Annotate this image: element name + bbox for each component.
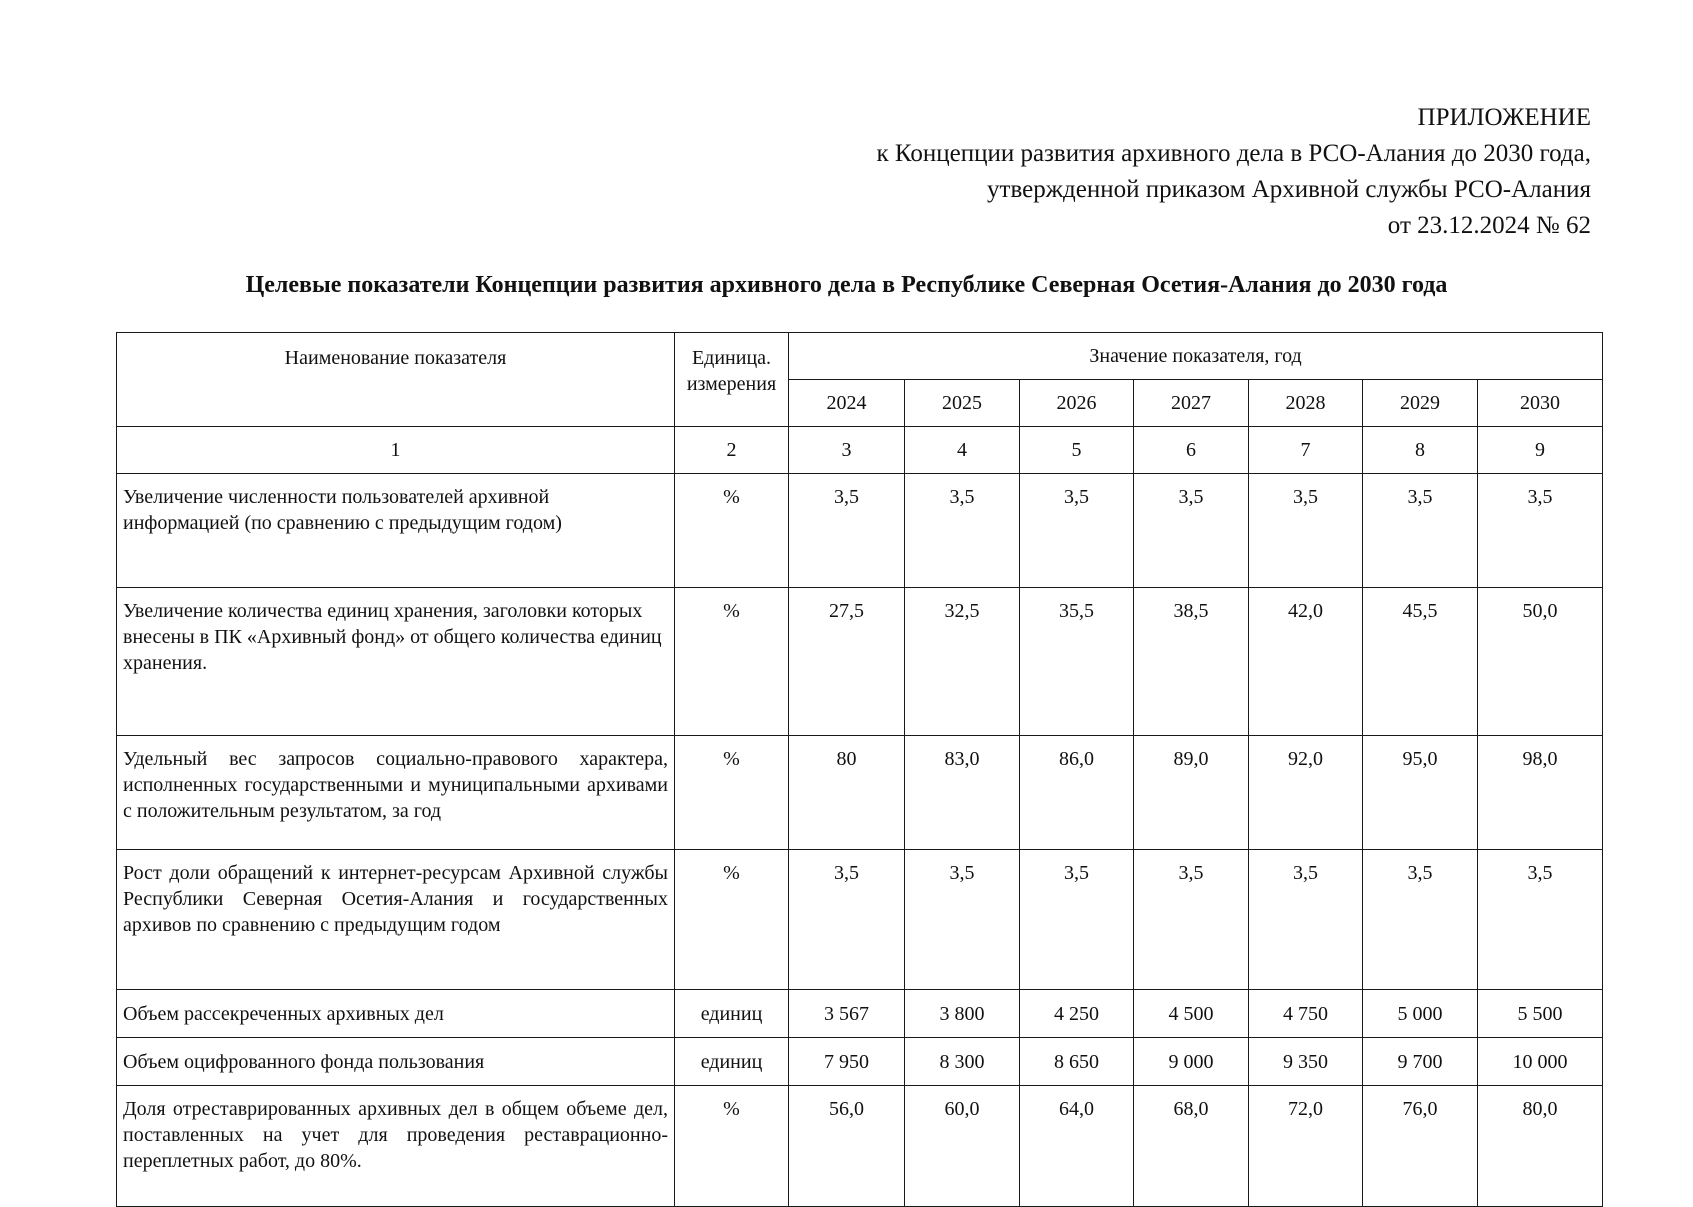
header-year: 2028 [1249, 380, 1363, 427]
column-number: 7 [1249, 427, 1363, 474]
indicator-value: 89,0 [1134, 736, 1249, 850]
column-number-row [117, 427, 1603, 474]
indicator-value: 3,5 [1478, 474, 1603, 588]
indicator-value: 3,5 [1478, 850, 1603, 990]
indicator-value: 9 000 [1134, 1038, 1249, 1086]
indicator-name: Увеличение количества единиц хранения, заголовки которых внесены в ПК «Архивный фонд» от общего количества единиц хранения. [117, 588, 675, 736]
header-year: 2024 [789, 380, 905, 427]
indicator-name: Объем рассекреченных архивных дел [117, 990, 675, 1038]
indicator-value: 4 500 [1134, 990, 1249, 1038]
indicator-name: Объем оцифрованного фонда пользования [117, 1038, 675, 1086]
indicator-value: 42,0 [1249, 588, 1363, 736]
indicator-unit: % [675, 1086, 789, 1207]
table-row [117, 474, 1603, 588]
indicator-value: 3 567 [789, 990, 905, 1038]
indicator-value: 92,0 [1249, 736, 1363, 850]
indicator-value: 3,5 [1363, 474, 1478, 588]
indicator-value: 83,0 [905, 736, 1020, 850]
indicator-value: 72,0 [1249, 1086, 1363, 1207]
table-row [117, 736, 1603, 850]
header-year: 2027 [1134, 380, 1249, 427]
indicator-unit: единиц [675, 990, 789, 1038]
table-row [117, 850, 1603, 990]
indicator-value: 3,5 [1134, 474, 1249, 588]
indicator-value: 3,5 [1020, 474, 1134, 588]
indicator-value: 8 650 [1020, 1038, 1134, 1086]
column-number: 6 [1134, 427, 1249, 474]
appendix-block [877, 100, 1591, 244]
header-year: 2025 [905, 380, 1020, 427]
indicator-value: 5 000 [1363, 990, 1478, 1038]
indicator-value: 3,5 [789, 850, 905, 990]
header-indicator-name: Наименование показателя [117, 333, 675, 427]
indicator-value: 60,0 [905, 1086, 1020, 1207]
indicator-value: 98,0 [1478, 736, 1603, 850]
indicators-table [116, 332, 1603, 1207]
column-number: 8 [1363, 427, 1478, 474]
indicator-unit: % [675, 850, 789, 990]
indicator-value: 56,0 [789, 1086, 905, 1207]
indicator-name: Рост доли обращений к интернет-ресурсам Архивной службы Республики Северная Осетия-Алания и государственных архивов по сравнению с предыдущим годом [117, 850, 675, 990]
column-number: 2 [675, 427, 789, 474]
indicator-value: 3,5 [905, 850, 1020, 990]
indicator-value: 3,5 [789, 474, 905, 588]
column-number: 5 [1020, 427, 1134, 474]
header-values: Значение показателя, год [789, 333, 1603, 380]
indicator-value: 3,5 [905, 474, 1020, 588]
indicator-value: 80,0 [1478, 1086, 1603, 1207]
indicator-unit: % [675, 736, 789, 850]
indicator-unit: % [675, 474, 789, 588]
indicator-value: 95,0 [1363, 736, 1478, 850]
appendix-heading: ПРИЛОЖЕНИЕ [1417, 104, 1591, 131]
indicator-value: 3,5 [1249, 850, 1363, 990]
column-number: 4 [905, 427, 1020, 474]
indicator-value: 3,5 [1134, 850, 1249, 990]
column-number: 3 [789, 427, 905, 474]
header-year: 2030 [1478, 380, 1603, 427]
table-row [117, 990, 1603, 1038]
indicator-name: Доля отреставрированных архивных дел в общем объеме дел, поставленных на учет для проведения реставрационно-переплетных работ, до 80%. [117, 1086, 675, 1207]
indicator-value: 9 350 [1249, 1038, 1363, 1086]
table-row [117, 1086, 1603, 1207]
indicator-value: 4 250 [1020, 990, 1134, 1038]
indicator-value: 3,5 [1363, 850, 1478, 990]
indicator-value: 3,5 [1249, 474, 1363, 588]
indicator-value: 32,5 [905, 588, 1020, 736]
indicator-unit: единиц [675, 1038, 789, 1086]
appendix-reference: к Концепции развития архивного дела в РСО-Алания до 2030 года, [876, 140, 1591, 167]
indicator-unit: % [675, 588, 789, 736]
table-row [117, 588, 1603, 736]
indicator-value: 68,0 [1134, 1086, 1249, 1207]
indicator-value: 10 000 [1478, 1038, 1603, 1086]
indicator-value: 64,0 [1020, 1086, 1134, 1207]
header-unit: Единица. измерения [675, 333, 789, 427]
header-year: 2029 [1363, 380, 1478, 427]
indicator-value: 86,0 [1020, 736, 1134, 850]
indicator-value: 35,5 [1020, 588, 1134, 736]
header-year: 2026 [1020, 380, 1134, 427]
indicator-value: 76,0 [1363, 1086, 1478, 1207]
table-row [117, 1038, 1603, 1086]
indicator-value: 27,5 [789, 588, 905, 736]
appendix-date: от 23.12.2024 № 62 [1387, 212, 1591, 239]
indicator-value: 3 800 [905, 990, 1020, 1038]
indicator-name: Увеличение численности пользователей архивной информацией (по сравнению с предыдущим годом) [117, 474, 675, 588]
appendix-approval: утвержденной приказом Архивной службы РСО-Алания [987, 176, 1591, 203]
indicator-value: 5 500 [1478, 990, 1603, 1038]
indicator-value: 45,5 [1363, 588, 1478, 736]
indicator-value: 3,5 [1020, 850, 1134, 990]
indicator-value: 9 700 [1363, 1038, 1478, 1086]
indicator-value: 7 950 [789, 1038, 905, 1086]
indicator-value: 4 750 [1249, 990, 1363, 1038]
indicator-value: 50,0 [1478, 588, 1603, 736]
indicator-value: 8 300 [905, 1038, 1020, 1086]
column-number: 1 [117, 427, 675, 474]
indicator-name: Удельный вес запросов социально-правового характера, исполненных государственными и муниципальными архивами с положительным результатом, за год [117, 736, 675, 850]
document-title: Целевые показатели Концепции развития архивного дела в Республике Северная Осетия-Алания до 2030 года [245, 272, 1448, 298]
indicator-value: 80 [789, 736, 905, 850]
indicator-value: 38,5 [1134, 588, 1249, 736]
column-number: 9 [1478, 427, 1603, 474]
